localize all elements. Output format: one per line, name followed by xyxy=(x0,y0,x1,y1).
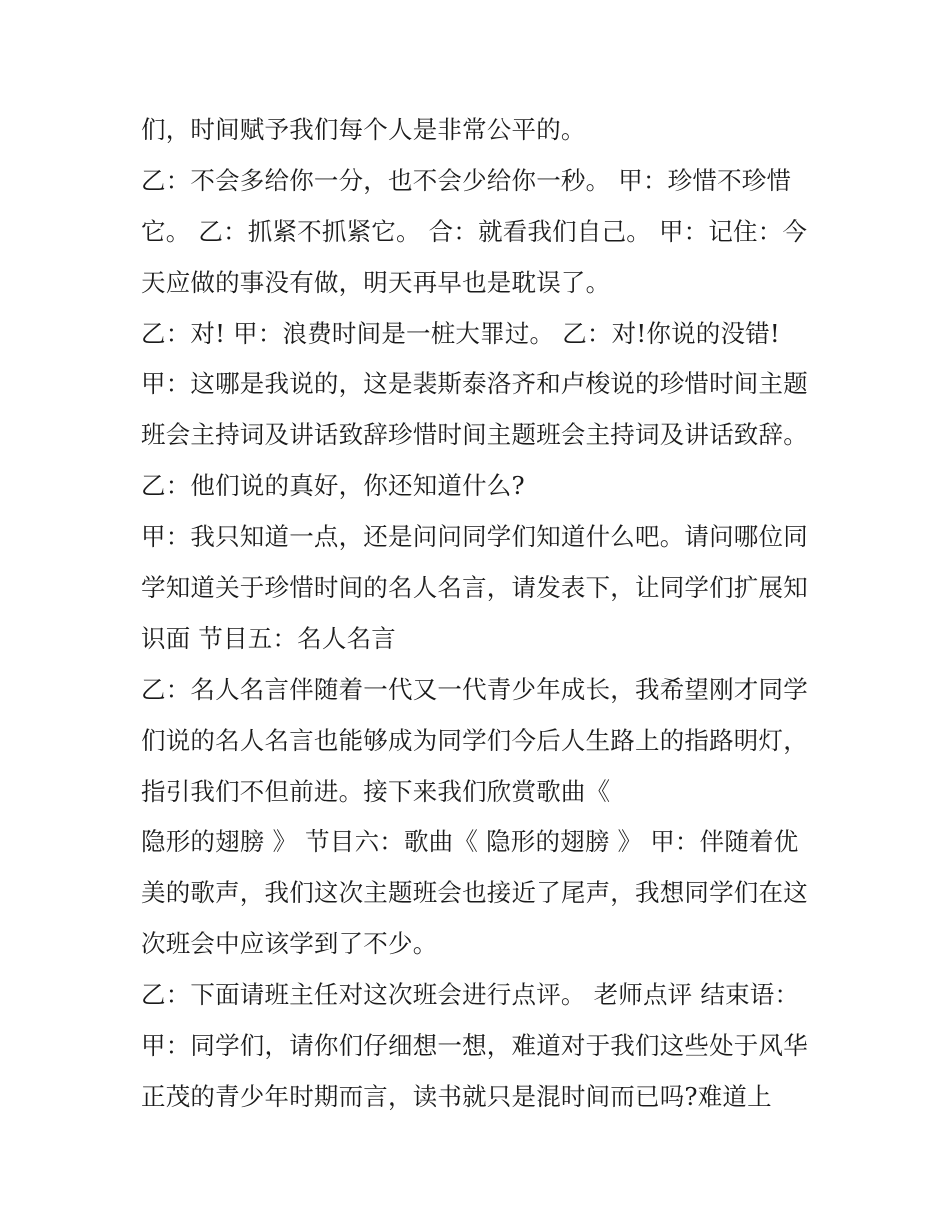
text-line: 乙：对! 甲：浪费时间是一桩大罪过。 乙：对!你说的没错! xyxy=(141,318,780,348)
text-line: 们，时间赋予我们每个人是非常公平的。 xyxy=(141,115,586,144)
text-line: 识面 节目五：名人名言 xyxy=(141,623,396,653)
text-line: 隐形的翅膀 》 节目六：歌曲《 隐形的翅膀 》 甲：伴随着优 xyxy=(141,827,799,857)
text-line: 乙：不会多给你一分，也不会少给你一秒。 甲：珍惜不珍惜 xyxy=(141,165,792,195)
text-line: 正茂的青少年时期而言，读书就只是混时间而已吗?难道上 xyxy=(141,1081,772,1111)
text-line: 指引我们不但前进。接下来我们欣赏歌曲《 xyxy=(141,776,611,806)
text-line: 次班会中应该学到了不少。 xyxy=(141,929,438,959)
text-line: 班会主持词及讲话致辞珍惜时间主题班会主持词及讲话致辞。 xyxy=(141,420,808,450)
text-line: 乙：名人名言伴随着一代又一代青少年成长，我希望刚才同学 xyxy=(141,674,808,704)
text-line: 甲：我只知道一点，还是问问同学们知道什么吧。请问哪位同 xyxy=(141,522,808,552)
text-line: 学知道关于珍惜时间的名人名言，请发表下，让同学们扩展知 xyxy=(141,573,808,603)
text-line: 它。 乙：抓紧不抓紧它。 合：就看我们自己。 甲：记住：今 xyxy=(141,216,808,246)
text-line: 甲：同学们，请你们仔细想一想，难道对于我们这些处于风华 xyxy=(141,1031,808,1061)
text-line: 乙：下面请班主任对这次班会进行点评。 老师点评 结束语： xyxy=(141,980,800,1010)
text-line: 甲：这哪是我说的，这是裴斯泰洛齐和卢梭说的珍惜时间主题 xyxy=(141,369,808,399)
text-line: 天应做的事没有做，明天再早也是耽误了。 xyxy=(141,267,611,297)
document-body xyxy=(141,105,821,1123)
text-line: 们说的名人名言也能够成为同学们今后人生路上的指路明灯， xyxy=(141,725,808,755)
text-line: 美的歌声，我们这次主题班会也接近了尾声，我想同学们在这 xyxy=(141,878,808,908)
text-line: 乙：他们说的真好，你还知道什么? xyxy=(141,471,525,501)
